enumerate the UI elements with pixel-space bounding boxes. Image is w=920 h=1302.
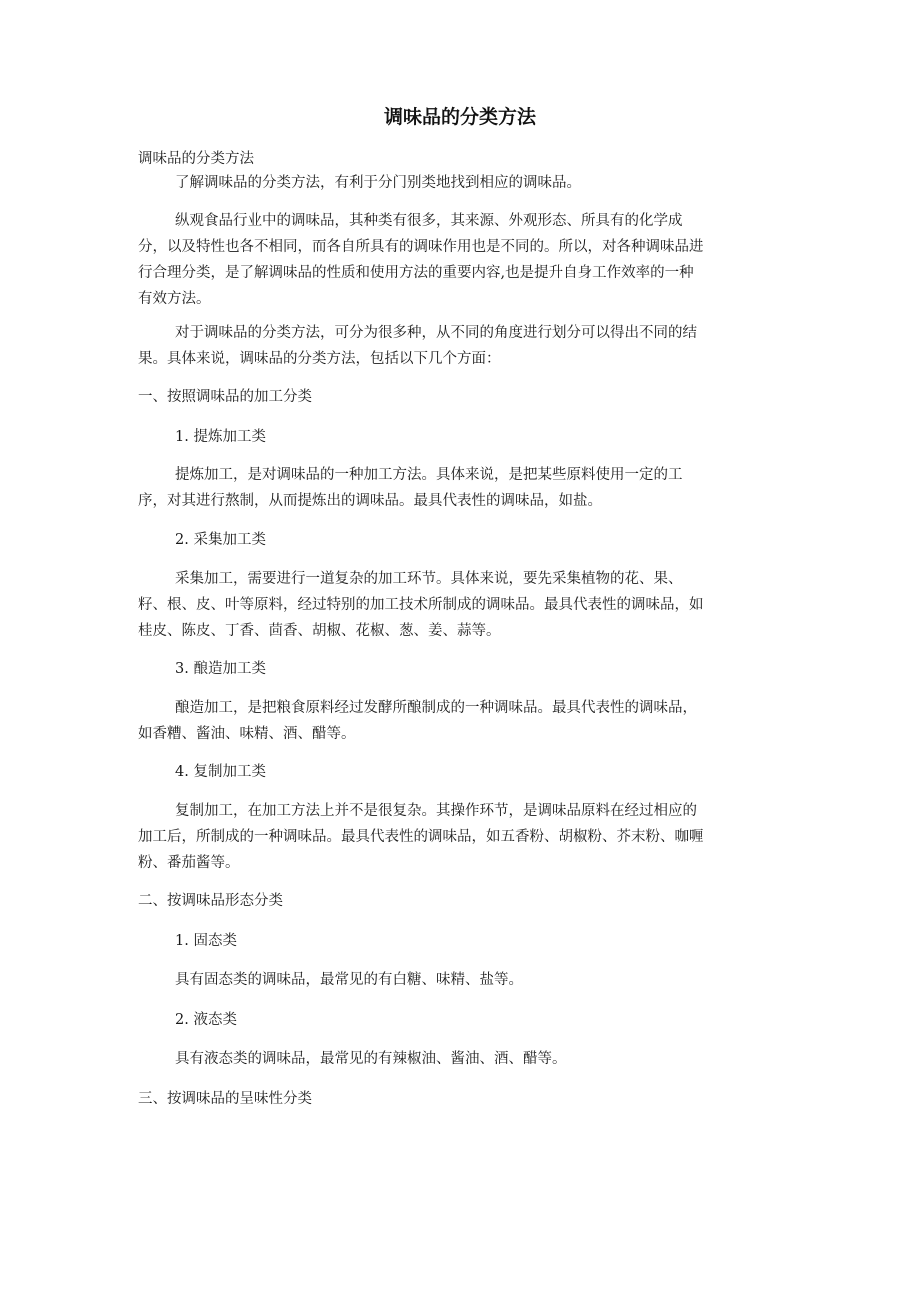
text-line: 籽、根、皮、叶等原料，经过特别的加工技术所制成的调味品。最具代表性的调味品，如 — [138, 597, 704, 613]
text-line: 具有固态类的调味品，最常见的有白糖、味精、盐等。 — [175, 972, 523, 988]
text-line: 具有液态类的调味品，最常见的有辣椒油、酱油、酒、醋等。 — [175, 1051, 567, 1067]
subheading-liquid — [138, 1007, 786, 1033]
paragraph-collecting — [138, 566, 786, 644]
text-line: 有效方法。 — [138, 291, 211, 307]
text-line: 2. 采集加工类 — [175, 532, 266, 548]
paragraph-subtitle — [138, 146, 786, 172]
paragraph-solid — [138, 967, 786, 993]
subheading-solid — [138, 928, 786, 954]
paragraph-liquid — [138, 1046, 786, 1072]
text-line: 2. 液态类 — [175, 1012, 237, 1028]
text-line: 采集加工，需要进行一道复杂的加工环节。具体来说，要先采集植物的花、果、 — [175, 571, 683, 587]
paragraph-compound — [138, 798, 786, 876]
subheading-compound — [138, 759, 786, 785]
subheading-brewing — [138, 656, 786, 682]
text-line: 复制加工，在加工方法上并不是很复杂。其操作环节，是调味品原料在经过相应的 — [175, 803, 697, 819]
paragraph-brewing — [138, 695, 786, 747]
text-line: 加工后，所制成的一种调味品。最具代表性的调味品，如五香粉、胡椒粉、芥末粉、咖喱 — [138, 829, 704, 845]
text-line: 调味品的分类方法 — [138, 151, 254, 167]
text-line: 二、按调味品形态分类 — [138, 893, 283, 909]
text-line: 提炼加工，是对调味品的一种加工方法。具体来说，是把某些原料使用一定的工 — [175, 467, 683, 483]
subheading-refining — [138, 424, 786, 450]
text-line: 序，对其进行熬制，从而提炼出的调味品。最具代表性的调味品，如盐。 — [138, 493, 602, 509]
text-line: 一、按照调味品的加工分类 — [138, 389, 312, 405]
text-line: 1. 提炼加工类 — [175, 429, 266, 445]
text-line: 行合理分类，是了解调味品的性质和使用方法的重要内容,也是提升自身工作效率的一种 — [138, 265, 694, 281]
text-line: 了解调味品的分类方法，有利于分门别类地找到相应的调味品。 — [175, 175, 581, 191]
text-line: 分，以及特性也各不相同，而各自所具有的调味作用也是不同的。所以，对各种调味品进 — [138, 239, 704, 255]
section-heading-taste — [138, 1086, 786, 1112]
text-line: 3. 酿造加工类 — [175, 661, 266, 677]
paragraph-intro — [138, 170, 786, 196]
text-line: 桂皮、陈皮、丁香、茴香、胡椒、花椒、葱、姜、蒜等。 — [138, 623, 501, 639]
text-line: 酿造加工，是把粮食原料经过发酵所酿制成的一种调味品。最具代表性的调味品， — [175, 700, 697, 716]
subheading-collecting — [138, 527, 786, 553]
text-line: 对于调味品的分类方法，可分为很多种，从不同的角度进行划分可以得出不同的结 — [175, 325, 697, 341]
document-title: 调味品的分类方法 — [383, 106, 536, 128]
section-heading-processing — [138, 384, 786, 410]
text-line: 粉、番茄酱等。 — [138, 855, 240, 871]
paragraph-refining — [138, 462, 786, 514]
text-line: 三、按调味品的呈味性分类 — [138, 1091, 312, 1107]
paragraph-overview — [138, 208, 786, 312]
text-line: 4. 复制加工类 — [175, 764, 266, 780]
text-line: 纵观食品行业中的调味品，其种类有很多，其来源、外观形态、所具有的化学成 — [175, 213, 683, 229]
text-line: 果。具体来说，调味品的分类方法，包括以下几个方面： — [138, 351, 501, 367]
text-line: 如香糟、酱油、味精、酒、醋等。 — [138, 726, 356, 742]
text-line: 1. 固态类 — [175, 933, 237, 949]
paragraph-methods — [138, 320, 786, 372]
section-heading-form — [138, 888, 786, 914]
